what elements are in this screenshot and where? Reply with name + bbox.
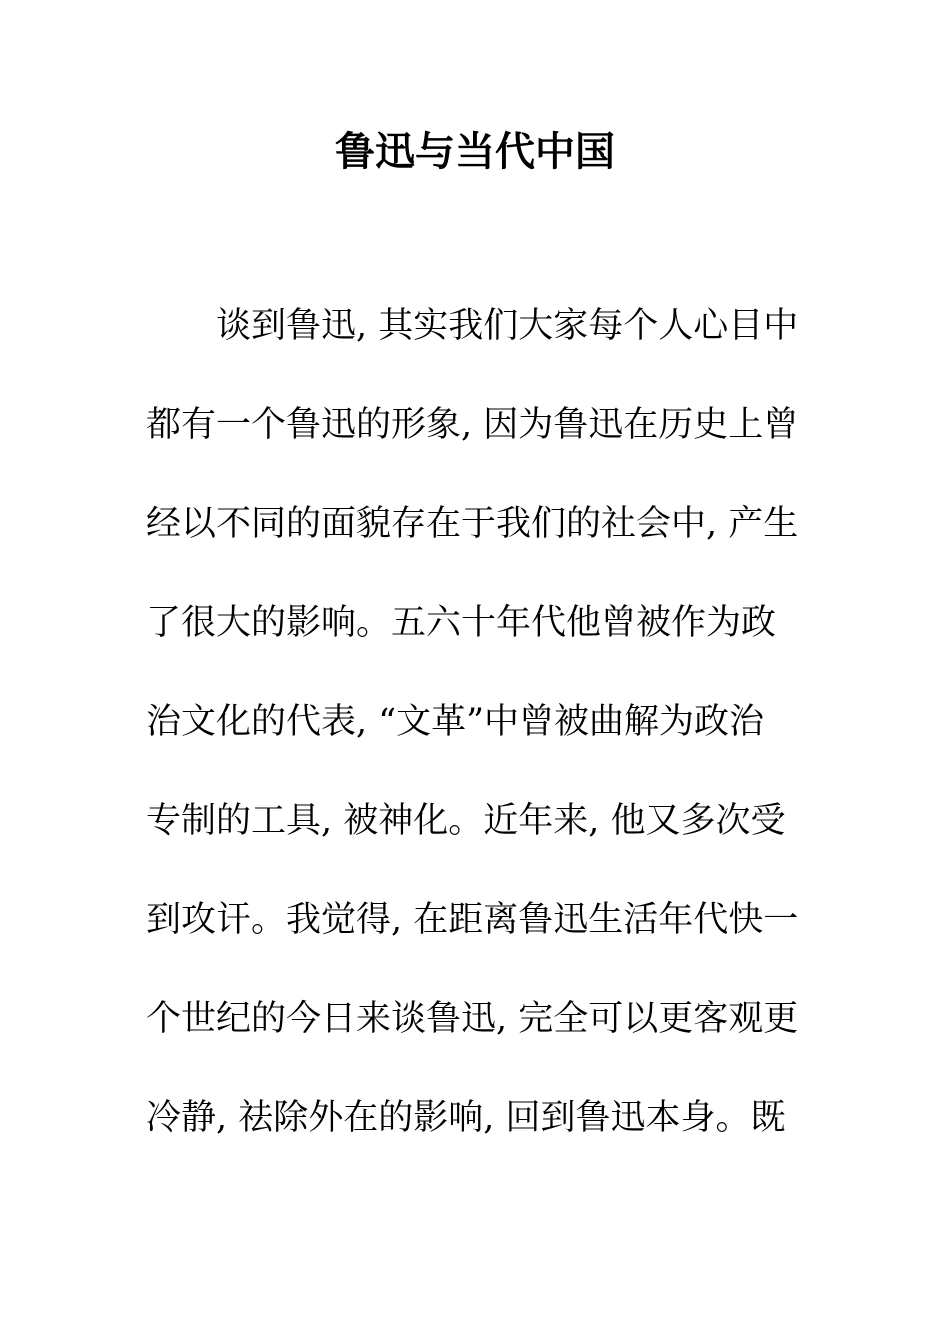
text-line: 都有一个鲁迅的形象, 因为鲁迅在历史上曾 [146,405,799,445]
text-line: 到攻讦。我觉得, 在距离鲁迅生活年代快一 [146,900,799,940]
text-line: 治文化的代表, “文革”中曾被曲解为政治 [146,702,765,742]
text-line: 个世纪的今日来谈鲁迅, 完全可以更客观更 [146,999,799,1039]
text-line: 了很大的影响。五六十年代他曾被作为政 [146,603,777,643]
text-line: 冷静, 祛除外在的影响, 回到鲁迅本身。既 [146,1098,786,1138]
document-title: 鲁迅与当代中国 [335,129,615,175]
text-line: 经以不同的面貌存在于我们的社会中, 产生 [146,504,799,544]
text-line: 谈到鲁迅, 其实我们大家每个人心目中 [216,306,799,346]
text-line: 专制的工具, 被神化。近年来, 他又多次受 [146,801,786,841]
